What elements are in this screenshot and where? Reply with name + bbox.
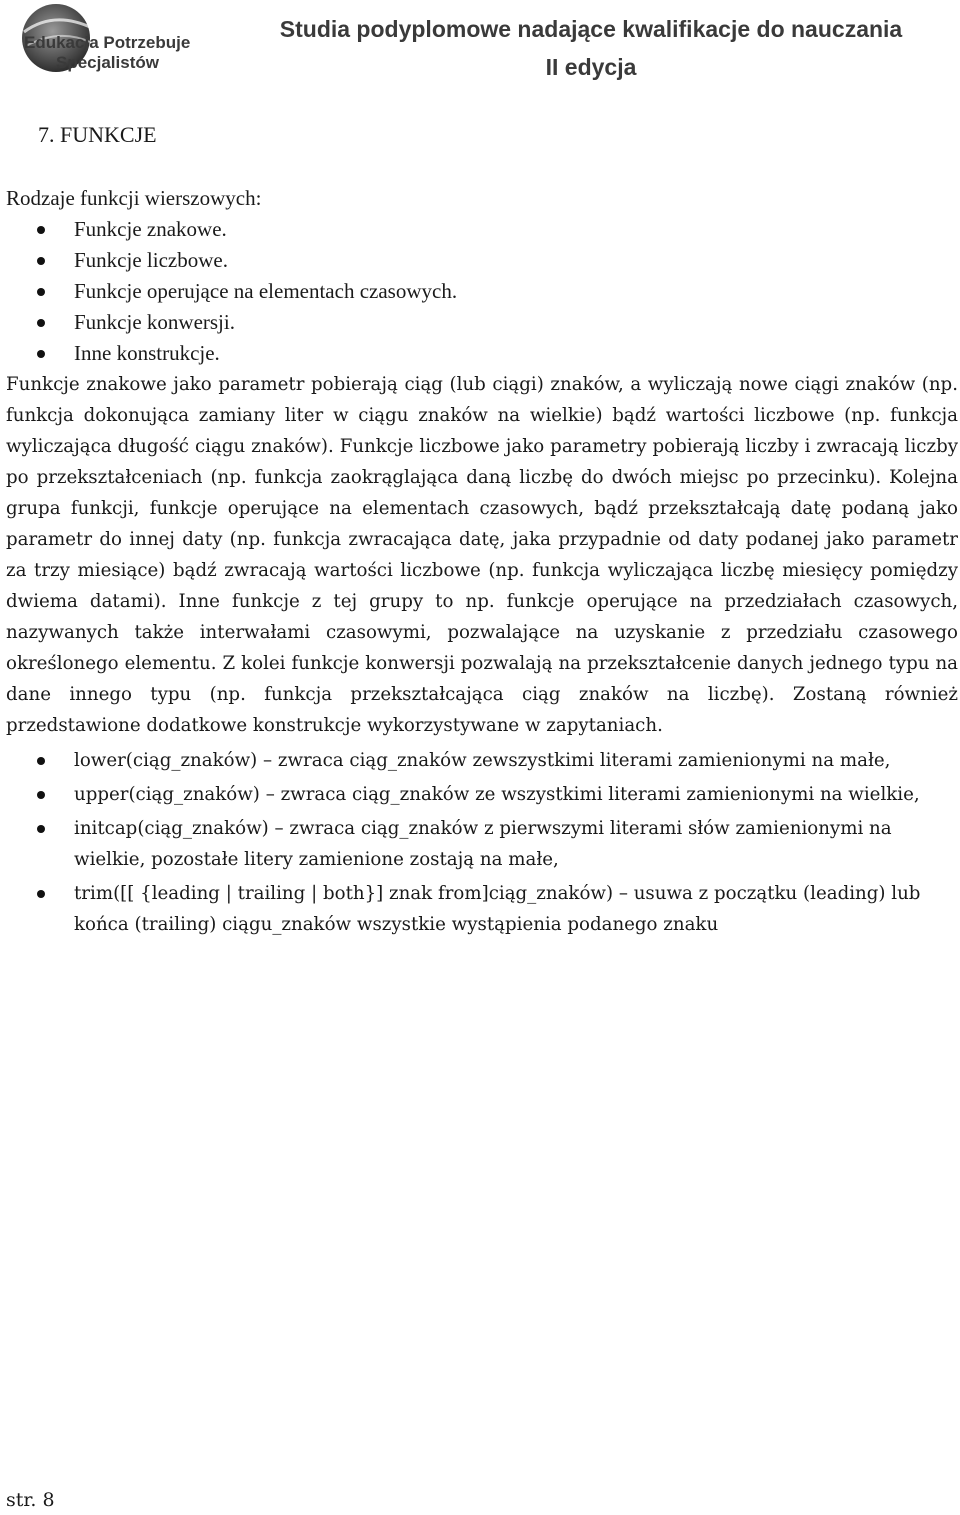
section-heading: 7. FUNKCJE	[38, 122, 157, 147]
intro-text: Rodzaje funkcji wierszowych:	[6, 186, 262, 210]
bullet-icon	[37, 288, 45, 296]
list-item: trim([[ {leading | trailing | both}] znak from]ciąg_znaków) – usuwa z początku (leading) lub końca (trailing) ciągu_znaków wszystkie wystąpienia podanego znaku	[6, 878, 958, 940]
list-item: Funkcje konwersji.	[6, 307, 958, 338]
bullet-icon	[37, 257, 45, 265]
header-edition: II edycja	[545, 54, 637, 80]
bullet-icon	[37, 319, 45, 327]
function-types-list	[6, 214, 958, 369]
page-content	[6, 120, 958, 943]
bullet-icon	[37, 757, 45, 765]
logo-line1: Edukacja Potrzebuje	[24, 33, 191, 52]
logo-line2: Specjalistów	[56, 53, 159, 72]
bullet-icon	[37, 825, 45, 833]
list-item: upper(ciąg_znaków) – zwraca ciąg_znaków ze wszystkimi literami zamienionymi na wielkie,	[6, 779, 958, 810]
page-number: str. 8	[6, 1489, 55, 1511]
bullet-icon	[37, 226, 45, 234]
body-paragraph: Funkcje znakowe jako parametr pobierają ciąg (lub ciągi) znaków, a wyliczają nowe ciągi znaków (np. funkcja dokonująca zamiany liter w ciągu znaków na wielkie) bądź wartości liczbowe (np. funkcja wyliczająca długość ciągu znaków). Funkcje liczbowe jako parametry pobierają liczby i zwracają liczby po przekształceniach (np. funkcja zaokrąglająca daną liczbę do dwóch miejsc po przecinku). Kolejna grupa funkcji, funkcje operujące na elementach czasowych, bądź przekształcają datę podaną jako parametr do innej daty (np. funkcja zwracająca datę, jaka przypadnie od daty podanej jako parametr za trzy miesiące) bądź zwracają wartości liczbowe (np. funkcja wyliczająca liczbę miesięcy pomiędzy dwiema datami). Inne funkcje z tej grupy to np. funkcje operujące na przedziałach czasowych, nazywanych także interwałami czasowymi, pozwalające na uzyskanie z przedziału czasowego określonego elementu. Z kolei funkcje konwersji pozwalają na przekształcenie danych jednego typu na dane innego typu (np. funkcja przekształcająca ciąg znaków na liczbę). Zostaną również przedstawione dodatkowe konstrukcje wykorzystywane w zapytaniach.	[6, 374, 958, 736]
list-item: Funkcje operujące na elementach czasowych.	[6, 276, 958, 307]
page-header	[0, 0, 960, 90]
header-title: Studia podyplomowe nadające kwalifikacje do nauczania	[279, 16, 903, 42]
list-item: Funkcje liczbowe.	[6, 245, 958, 276]
bullet-icon	[37, 791, 45, 799]
list-item: Funkcje znakowe.	[6, 214, 958, 245]
functions-list	[6, 745, 958, 940]
bullet-icon	[37, 890, 45, 898]
bullet-icon	[37, 350, 45, 358]
list-item: Inne konstrukcje.	[6, 338, 958, 369]
list-item: initcap(ciąg_znaków) – zwraca ciąg_znaków z pierwszymi literami słów zamienionymi na wielkie, pozostałe litery zamienione zostają na małe,	[6, 813, 958, 875]
logo	[4, 2, 236, 86]
list-item: lower(ciąg_znaków) – zwraca ciąg_znaków zewszystkimi literami zamienionymi na małe,	[6, 745, 958, 776]
